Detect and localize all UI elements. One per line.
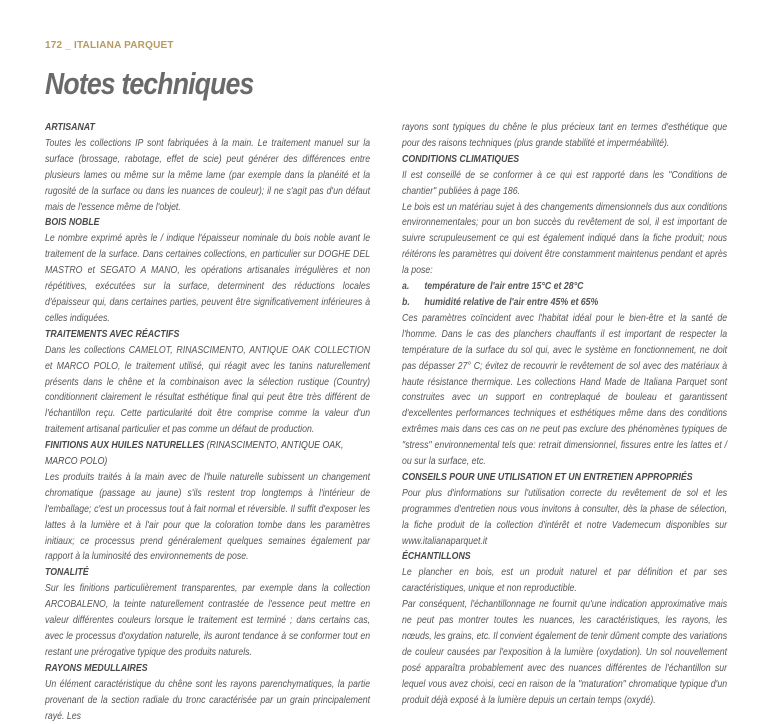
section-text-rayons: Un élément caractéristique du chêne sont les rayons parenchymatiques, la partie provenant de la section radiale du tronc caractérisée par un grain principalement rayé. Les	[45, 678, 371, 722]
section-text-echantillons-2: Par conséquent, l'échantillonnage ne fournit qu'une indication approximative mais ne peut pas montrer toutes les nuances, les caractéristiques, les rayons, les nœuds, les grains, etc. Il convient également de tenir dûment compte des variations de couleur causées par l'exposition à la lumière (oxydation). Un sol nouvellement posé apparaîtra probablement avec des nuances différentes de l'échantillon sur lequel vous avez choisi, ceci en raison de la "maturation" chromatique typique d'un produit déjà exposé à la lumière depuis un certain temps (oxydé).	[402, 599, 728, 706]
section-heading-finitions	[45, 438, 370, 470]
running-head: 172 _ ITALIANA PARQUET	[45, 40, 174, 51]
list-item-temperature	[402, 279, 727, 295]
section-text-rayons-continued: rayons sont typiques du chêne le plus précieux tant en termes d'esthétique que pour des raisons techniques (plus grande stabilité et imperméabilité).	[402, 122, 728, 149]
section-heading-conditions: CONDITIONS CLIMATIQUES	[402, 153, 520, 165]
section-heading-tonalite: TONALITÉ	[45, 567, 89, 579]
section-heading-echantillons: ÉCHANTILLONS	[402, 551, 471, 563]
section-text-artisanat: Toutes les collections IP sont fabriquées à la main. Le traitement manuel sur la surface (brossage, rabotage, effet de scie) peut générer des différences entre plusieurs lames ou même sur la même lame (par exemple dans la planéité et la rugosité de la surface ou dans les nuances de couleur); il ne s'agit pas d'un défaut mais de l'essence même de l'objet.	[45, 137, 371, 213]
section-text-finitions: Les produits traités à la main avec de l'huile naturelle subissent un changement chromatique (passage au jaune) s'ils restent trop longtemps à l'intérieur de l'emballage; c'est un processus tout à fait normal et réversible. Il suffit d'exposer les lattes à la lumière et à l'air pour que la coloration tombe dans les paramètres initiaux; ce processus prend généralement quelques semaines également par rapport à la luminosité des environnements de pose.	[45, 471, 371, 563]
section-text-conseils: Pour plus d'informations sur l'utilisation correcte du revêtement de sol et les programmes d'entretien nous vous invitons à consulter, dès la phase de sélection, la fiche produit de la collection d'intérêt et notre Vademecum disponibles sur www.italianaparquet.it	[402, 487, 728, 547]
left-column	[45, 120, 370, 724]
section-text-traitements: Dans les collections CAMELOT, RINASCIMENTO, ANTIQUE OAK COLLECTION et MARCO POLO, le traitement utilisé, qui réagit avec les tanins naturellement présents dans le chêne et la combinaison avec la sélection rustique (Country) conditionnent clairement le résultat esthétique final qui peut être très différent de l'échantillon reçu. Cette particularité doit être comprise comme la valeur d'un traitement artisanal particulier et pas comme un défaut de production.	[45, 344, 371, 436]
section-text-echantillons-1: Le plancher en bois, est un produit naturel et par définition et par ses caractéristiques, unique et non reproductible.	[402, 567, 728, 595]
finitions-heading-note: (RINASCIMENTO, ANTIQUE OAK, MARCO POLO)	[45, 440, 344, 468]
section-heading-bois-noble: BOIS NOBLE	[45, 217, 100, 229]
list-label-b: b.	[402, 296, 410, 308]
section-heading-conseils: CONSEILS POUR UNE UTILISATION ET UN ENTRETIEN APPROPRIÉS	[402, 471, 693, 483]
finitions-heading-main: FINITIONS AUX HUILES NATURELLES	[45, 440, 205, 452]
section-text-tonalite: Sur les finitions particulièrement transparentes, par exemple dans la collection ARCOBALENO, la teinte naturellement contrastée de l'essence peut mettre en valeur différentes couleurs lorsque le traitement est terminé ; dans certains cas, avec le processus d'oxydation naturelle, ils auront tendance à se conformer tout en restant une prérogative typique des produits naturels.	[45, 583, 371, 658]
section-heading-rayons: RAYONS MEDULLAIRES	[45, 662, 148, 674]
list-item-humidity	[402, 295, 727, 311]
section-text-conditions-1: Il est conseillé de se conformer à ce qui est rapporté dans les "Conditions de chantier" publiées à page 186.	[402, 169, 728, 197]
right-column	[402, 120, 727, 709]
list-label-a: a.	[402, 281, 410, 293]
list-text-b: humidité relative de l'air entre 45% et 65%	[424, 296, 599, 308]
section-text-conditions-2: Le bois est un matériau sujet à des changements dimensionnels dus aux conditions environnementales; pour un bon succès du revêtement de sol, il est important de suivre scrupuleusement ce qui est également indiqué dans la fiche produit; nous réitérons les paramètres qui doivent être constamment maintenus pendant et après la pose:	[402, 201, 728, 277]
section-heading-traitements: TRAITEMENTS AVEC RÉACTIFS	[45, 328, 180, 340]
section-text-conditions-3: Ces paramètres coïncident avec l'habitat idéal pour le bien-être et la santé de l'homme. Dans le cas des planchers chauffants il est important de respecter la température de la surface du sol qui, avec le système en fonctionnement, ne doit pas dépasser 27° C; évitez de recouvrir le revêtement de sol avec des matériaux à haute résistance thermique. Les collections Hand Made de Italiana Parquet sont construites avec un support en contreplaqué de bouleau et garantissent d'excellentes performances techniques et esthétiques même dans des conditions extrêmes mais dans ces cas on ne peut pas exclure des phénomènes typiques de "stress" environnemental tels que: retrait dimensionnel, fissures entre les lattes et / ou sur la surface, etc.	[402, 312, 728, 468]
section-heading-artisanat: ARTISANAT	[45, 122, 95, 133]
section-text-bois-noble: Le nombre exprimé après le / indique l'épaisseur nominale du bois noble avant le traitement de la surface. Dans certaines collections, en particulier sur DOGHE DEL MASTRO et SEGATO A MANO, les opérations artisanales irrégulières et non répétitives, exécutées sur la surface, determinent des réductions locales d'épaisseur qui, dans certaines parties, peuvent être significativement inférieures à celles indiquées.	[45, 233, 371, 324]
page-title: Notes techniques	[45, 66, 254, 101]
list-text-a: température de l'air entre 15°C et 28°C	[424, 281, 584, 293]
